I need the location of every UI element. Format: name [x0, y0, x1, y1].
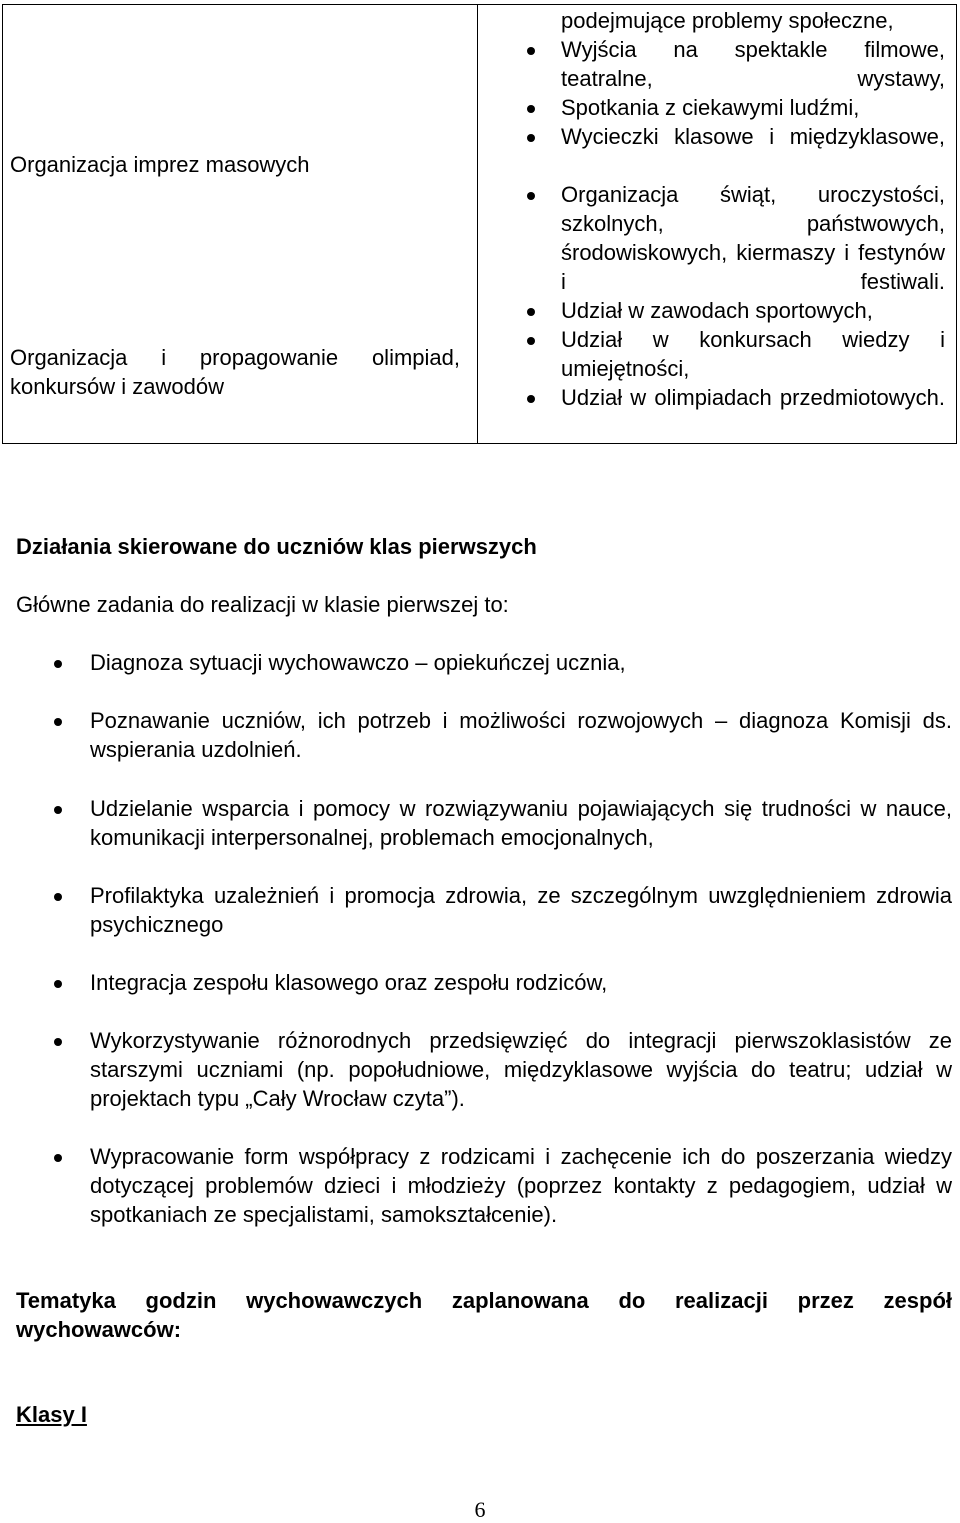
- bullet-icon: [54, 1038, 62, 1046]
- table-list-item: Udział w olimpiadach przedmiotowych.: [561, 383, 945, 412]
- list-item: Integracja zespołu klasowego oraz zespołu rodziców,: [90, 968, 952, 997]
- bullet-icon: [527, 47, 535, 55]
- table-list-item: Spotkania z ciekawymi ludźmi,: [561, 93, 945, 122]
- list-item: Profilaktyka uzależnień i promocja zdrowia, ze szczególnym uwzględnieniem zdrowia psychicznego: [90, 881, 952, 939]
- bullet-icon: [527, 395, 535, 403]
- class-heading: Klasy I: [16, 1402, 87, 1427]
- bullet-icon: [54, 980, 62, 988]
- section-heading: Działania skierowane do uczniów klas pierwszych: [16, 534, 537, 559]
- list-item: Udzielanie wsparcia i pomocy w rozwiązywaniu pojawiających się trudności w nauce, komunikacji interpersonalnej, problemach emocjonalnych,: [90, 794, 952, 852]
- table-list-item: Wyjścia na spektakle filmowe, teatralne, wystawy,: [561, 35, 945, 93]
- section-intro: Główne zadania do realizacji w klasie pierwszej to:: [16, 592, 509, 617]
- bullet-icon: [527, 134, 535, 142]
- bullet-icon: [527, 192, 535, 200]
- page-number: 6: [474, 1497, 486, 1522]
- bullet-icon: [527, 308, 535, 316]
- bullet-icon: [54, 893, 62, 901]
- list-item: Wypracowanie form współpracy z rodzicami i zachęcenie ich do poszerzania wiedzy dotyczącej problemów dzieci i młodzieży (poprzez kontakty z pedagogiem, udział w spotkaniach ze specjalistami, samokształcenie).: [90, 1142, 952, 1229]
- row-label-imprezy: Organizacja imprez masowych: [10, 152, 310, 177]
- table-list-item: Udział w zawodach sportowych,: [561, 296, 945, 325]
- table-list-item: Wycieczki klasowe i międzyklasowe,: [561, 122, 945, 151]
- table-list-item: Organizacja świąt, uroczystości, szkolnych, państwowych, środowiskowych, kiermaszy i festynów i festiwali.: [561, 180, 945, 296]
- bullet-icon: [54, 806, 62, 814]
- bullet-icon: [54, 718, 62, 726]
- column-divider: [477, 5, 478, 443]
- list-item: Diagnoza sytuacji wychowawczo – opiekuńczej ucznia,: [90, 648, 952, 677]
- row-continuation-text: podejmujące problemy społeczne,: [561, 8, 894, 33]
- list-item: Poznawanie uczniów, ich potrzeb i możliwości rozwojowych – diagnoza Komisji ds. wspierania uzdolnień.: [90, 706, 952, 764]
- table-list-item: Udział w konkursach wiedzy i umiejętności,: [561, 325, 945, 383]
- bullet-icon: [54, 660, 62, 668]
- bullet-icon: [527, 105, 535, 113]
- bullet-icon: [527, 337, 535, 345]
- list-item: Wykorzystywanie różnorodnych przedsięwzięć do integracji pierwszoklasistów ze starszymi uczniami (np. popołudniowe, międzyklasowe wyjścia do teatru; udział w projektach typu „Cały Wrocław czyta”).: [90, 1026, 952, 1113]
- row-label-olimpiady: Organizacja i propagowanie olimpiad, konkursów i zawodów: [10, 345, 460, 399]
- bullet-icon: [54, 1154, 62, 1162]
- tematyka-heading: Tematyka godzin wychowawczych zaplanowana do realizacji przez zespół wychowawców:: [16, 1288, 952, 1342]
